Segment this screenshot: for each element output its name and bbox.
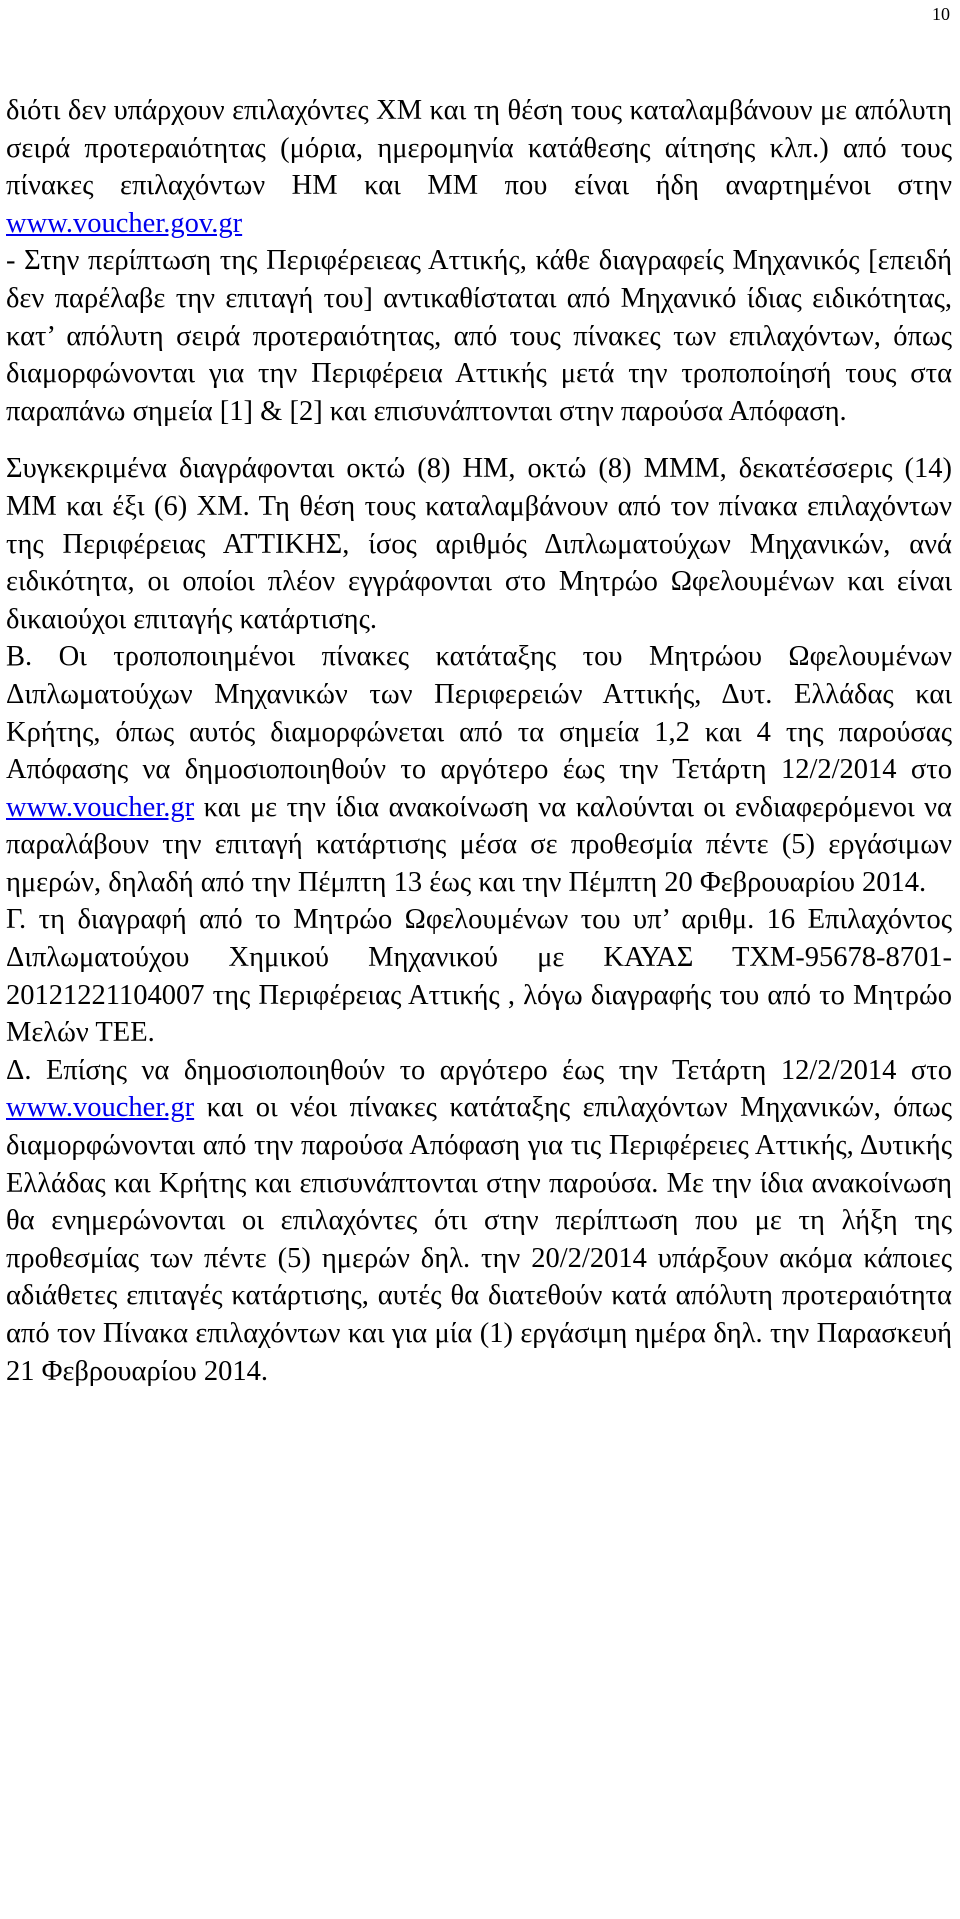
paragraph-text: διότι δεν υπάρχουν επιλαχόντες ΧΜ και τη θέση τους καταλαμβάνουν με απόλυτη σειρά προτεραιότητας (μόρια, ημερομηνία κατάθεσης αίτησης κλπ.) από τους πίνακες επιλαχόντων ΗΜ και ΜΜ που είναι ήδη αναρτημένοι στην [6, 95, 952, 202]
page-number: 10 [932, 4, 950, 24]
paragraph-text: - Στην περίπτωση της Περιφέρειεας Αττικής, κάθε διαγραφείς Μηχανικός [επειδή δεν παρέλαβε την επιταγή του] αντικαθίσταται από Μηχανικό ίδιας ειδικότητας, κατ’ απόλυτη σειρά προτεραιότητας, από τους πίνακες των επιλαχόντων, όπως διαμορφώνονται για την Περιφέρεια Αττικής μετά την τροποποίησή τους στα παραπάνω σημεία [1] & [2] και επισυνάπτονται στην παρούσα Απόφαση. [6, 245, 952, 427]
paragraph-text: Δ. Επίσης να δημοσιοποιηθούν το αργότερο έως την Τετάρτη 12/2/2014 στο [6, 1054, 952, 1086]
paragraph-d-publication [6, 1052, 952, 1390]
paragraph-attica-replacement [6, 242, 952, 430]
document-body [6, 92, 952, 1390]
paragraph-b-amended-tables [6, 638, 952, 901]
paragraph-c-deletion [6, 901, 952, 1051]
paragraph-text: Συγκεκριμένα διαγράφονται οκτώ (8) ΗΜ, οκτώ (8) ΜΜΜ, δεκατέσσερις (14) ΜΜ και έξι (6) ΧΜ. Τη θέση τους καταλαμβάνουν από τον πίνακα επιλαχόντων της Περιφέρειας ΑΤΤΙΚΗΣ, ίσος αριθμός Διπλωματούχων Μηχανικών, ανά ειδικότητα, οι οποίοι πλέον εγγράφονται στο Μητρώο Ωφελουμένων και είναι δικαιούχοι επιταγής κατάρτισης. [6, 453, 952, 635]
paragraph-intro [6, 92, 952, 242]
paragraph-text: Β. Οι τροποποιημένοι πίνακες κατάταξης του Μητρώου Ωφελουμένων Διπλωματούχων Μηχανικών των Περιφερειών Αττικής, Δυτ. Ελλάδας και Κρήτης, όπως αυτός διαμορφώνεται από τα σημεία 1,2 και 4 της παρούσας Απόφασης να δημοσιοποιηθούν το αργότερο έως την Τετάρτη 12/2/2014 στο [6, 641, 952, 786]
paragraph-deletions [6, 450, 952, 638]
paragraph-text: και οι νέοι πίνακες κατάταξης επιλαχόντων Μηχανικών, όπως διαμορφώνονται από την παρούσα Απόφαση για τις Περιφέρειες Αττικής, Δυτικής Ελλάδας και Κρήτης και επισυνάπτονται στην παρούσα. Με την ίδια ανακοίνωση θα ενημερώνονται οι επιλαχόντες ότι στην περίπτωση που με τη λήξη της προθεσμίας των πέντε (5) ημερών δηλ. την 20/2/2014 υπάρξουν ακόμα κάποιες αδιάθετες επιταγές κατάρτισης, αυτές θα διατεθούν κατά απόλυτη προτεραιότητα από τον Πίνακα επιλαχόντων και για μία (1) εργάσιμη ημέρα δηλ. την Παρασκευή 21 Φεβρουαρίου 2014. [6, 1092, 952, 1387]
voucher-link[interactable]: www.voucher.gr [6, 1092, 195, 1124]
paragraph-text: Γ. τη διαγραφή από το Μητρώο Ωφελουμένων του υπ’ αριθμ. 16 Επιλαχόντος Διπλωματούχου Χημικού Μηχανικού με ΚΑΥΑΣ ΤΧΜ-95678-8701-20121221104007 της Περιφέρειας Αττικής , λόγω διαγραφής του από το Μητρώο Μελών ΤΕΕ. [6, 904, 952, 1049]
paragraph-text: και με την ίδια ανακοίνωση να καλούνται οι ενδιαφερόμενοι να παραλάβουν την επιταγή κατάρτισης μέσα σε προθεσμία πέντε (5) εργάσιμων ημερών, δηλαδή από την Πέμπτη 13 έως και την Πέμπτη 20 Φεβρουαρίου 2014. [6, 791, 952, 898]
voucher-gov-link[interactable]: www.voucher.gov.gr [6, 207, 243, 239]
voucher-link[interactable]: www.voucher.gr [6, 791, 195, 823]
